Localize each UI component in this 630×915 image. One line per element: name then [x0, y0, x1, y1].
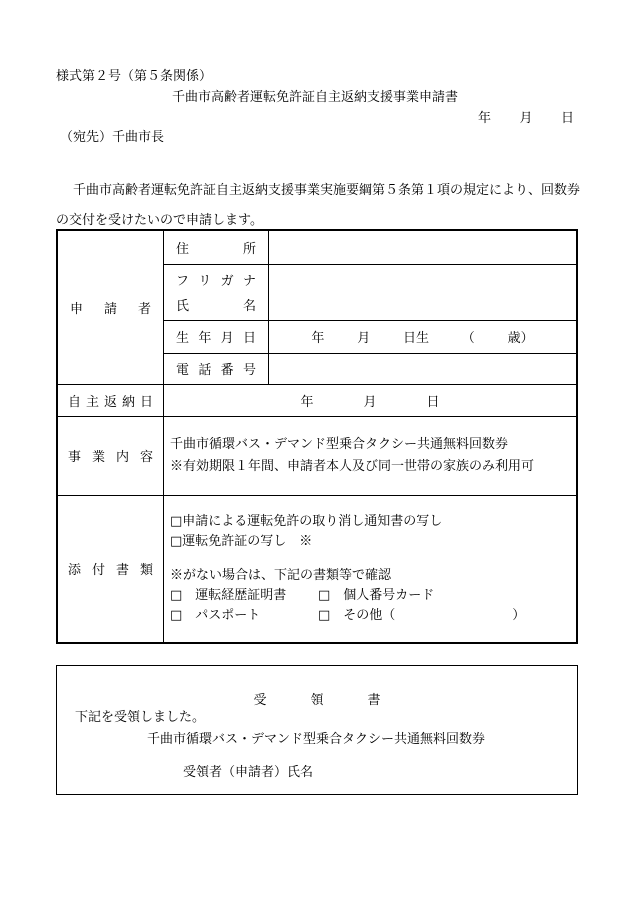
application-statement: 千曲市高齢者運転免許証自主返納支援事業実施要綱第５条第１項の規定により、回数券の交付を受けたいので申請します。: [56, 183, 581, 228]
content-field: [164, 416, 578, 495]
application-date: [478, 112, 574, 125]
name-field[interactable]: [269, 264, 578, 320]
furigana-name-label: フ リ ガ ナ 氏 名: [164, 264, 269, 320]
attachment-cancel-notice-checkbox[interactable]: □申請による運転免許の取り消し通知書の写し: [170, 513, 443, 529]
attachment-passport-checkbox[interactable]: □ パスポート: [170, 607, 261, 623]
return-date-row: [57, 384, 577, 416]
address-field[interactable]: [269, 230, 578, 264]
attachments-note: ※がない場合は、下記の書類等で確認: [170, 567, 392, 583]
attachments-label: 添 付 書 類: [57, 495, 164, 643]
attachment-other-checkbox[interactable]: □ その他（ ）: [318, 607, 526, 623]
attachment-license-copy-checkbox[interactable]: □運転免許証の写し ※: [170, 533, 313, 549]
date-year: 年: [478, 111, 492, 126]
attachment-driving-record-checkbox[interactable]: □ 運転経歴証明書: [170, 587, 287, 603]
return-date-field[interactable]: 年 月 日: [164, 384, 578, 416]
address-row: [57, 230, 577, 264]
form-number: 様式第２号（第５条関係）: [56, 69, 213, 84]
receipt-signature-label: 受領者（申請者）氏名: [183, 765, 314, 780]
attachments-row: [57, 495, 577, 643]
attachments-field: [164, 495, 578, 643]
receipt-received-text: 下記を受領しました。: [75, 710, 206, 725]
address-label: 住 所: [164, 230, 269, 264]
receipt-section: [56, 665, 578, 795]
date-month: 月: [519, 111, 533, 126]
content-line-ticket: 千曲市循環バス・デマンド型乗合タクシー共通無料回数券: [170, 436, 509, 452]
date-day: 日: [560, 111, 574, 126]
attachment-my-number-card-checkbox[interactable]: □ 個人番号カード: [318, 587, 435, 603]
return-date-label: 自 主 返 納 日: [57, 384, 164, 416]
phone-label: 電 話 番 号: [164, 353, 269, 384]
addressee: （宛先）千曲市長: [60, 130, 165, 145]
document-title: 千曲市高齢者運転免許証自主返納支援事業申請書: [172, 90, 459, 105]
application-table: [56, 229, 578, 644]
content-label: 事 業 内 容: [57, 416, 164, 495]
applicant-label: 申 請 者: [57, 230, 164, 384]
dob-label: 生 年 月 日: [164, 320, 269, 353]
content-row: [57, 416, 577, 495]
content-line-validity: ※有効期限１年間、申請者本人及び同一世帯の家族のみ利用可: [170, 458, 535, 474]
receipt-title: 受 領 書: [253, 693, 381, 708]
phone-field[interactable]: [269, 353, 578, 384]
dob-field[interactable]: 年 月 日生 （ 歳）: [269, 320, 578, 353]
receipt-item: 千曲市循環バス・デマンド型乗合タクシー共通無料回数券: [147, 732, 486, 747]
